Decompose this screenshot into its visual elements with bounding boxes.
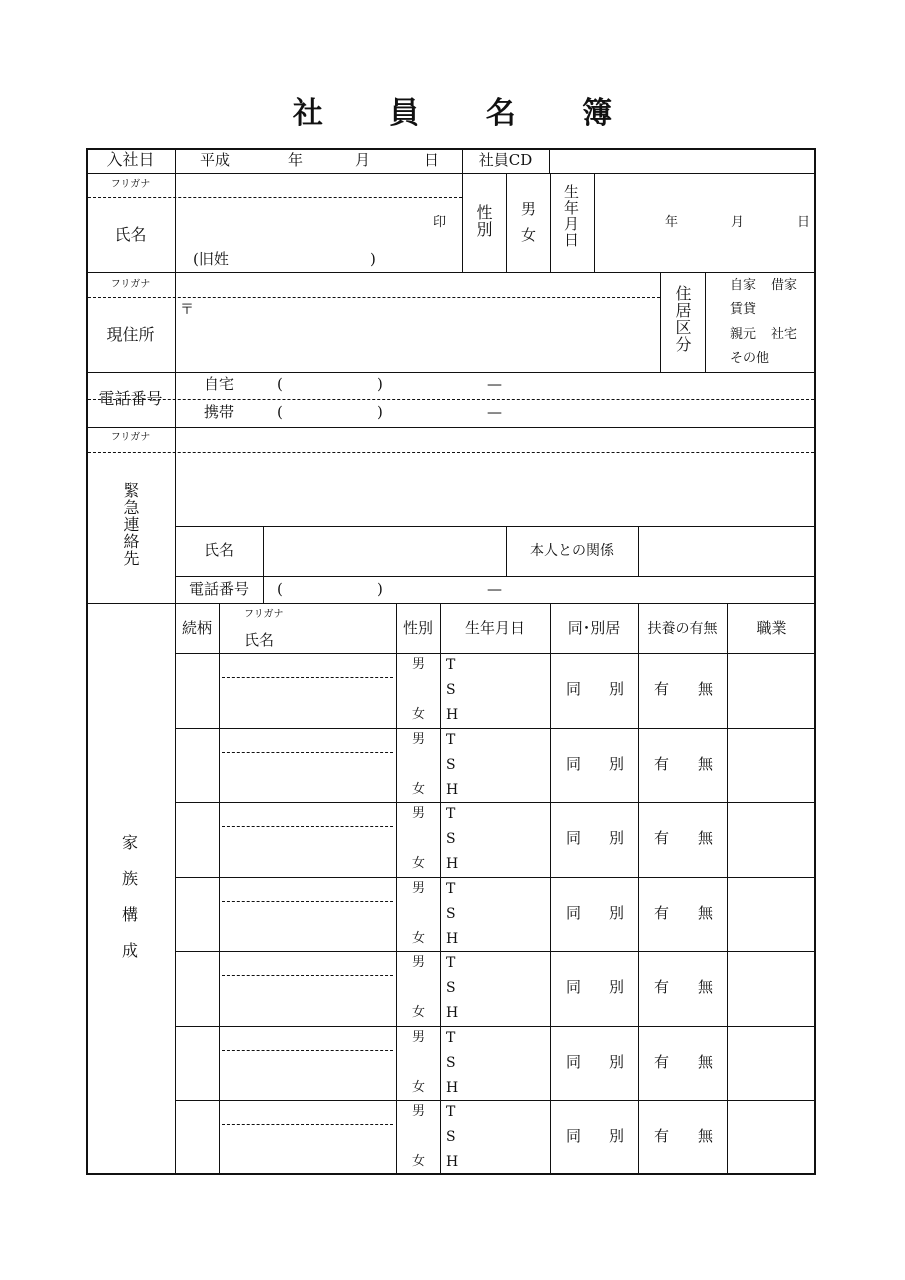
cohabit-same-option[interactable]: 同 [566,755,582,773]
family-name-field[interactable] [222,830,393,874]
cohabit-separate-option[interactable]: 別 [609,755,625,773]
dependent-yes-option[interactable]: 有 [654,904,670,922]
gender-female-option[interactable]: 女 [521,226,537,244]
family-birth-date-field[interactable] [462,731,547,800]
birth-year-label: 年 [665,215,679,230]
divider [175,802,816,803]
paren-close: ) [377,375,383,393]
divider [727,603,728,1175]
address-furigana-field[interactable] [178,275,658,295]
dependent-yes-option[interactable]: 有 [654,829,670,847]
era-heisei[interactable]: H [446,1005,459,1021]
dependent-no-option[interactable]: 無 [698,904,714,922]
day-label: 日 [424,151,440,169]
dependent-yes-option[interactable]: 有 [654,978,670,996]
family-occupation-field[interactable] [730,1029,812,1098]
month-label: 月 [355,151,371,169]
era-taisho[interactable]: T [446,732,456,748]
old-name-open: (旧姓 [193,250,229,268]
emergency-contact-label: 緊急連絡先 [121,482,140,567]
family-gender-male[interactable]: 男 [412,1030,426,1045]
furigana-divider [222,901,393,902]
divider [175,877,816,878]
era-taisho[interactable]: T [446,881,456,897]
family-name-field[interactable] [222,681,393,725]
join-date-label: 入社日 [106,150,155,169]
header-dependent: 扶養の有無 [647,621,718,637]
emergency-furigana-field[interactable] [178,430,812,450]
family-gender-male[interactable]: 男 [412,881,426,896]
dependent-yes-option[interactable]: 有 [654,1127,670,1145]
family-relation-field[interactable] [178,954,217,1023]
divider [86,427,816,428]
old-name-field[interactable] [240,248,365,268]
family-relation-field[interactable] [178,1103,217,1172]
employee-cd-label: 社員CD [478,151,533,169]
gender-label: 性別 [474,204,493,238]
page-title: 社 員 名 簿 [292,96,641,131]
home-phone-field[interactable] [240,375,810,397]
cohabit-separate-option[interactable]: 別 [609,829,625,847]
family-furigana-field[interactable] [222,1103,393,1122]
header-cohabitation: 同･別居 [567,619,621,637]
family-gender-male[interactable]: 男 [412,806,426,821]
cohabit-same-option[interactable]: 同 [566,904,582,922]
family-name-field[interactable] [222,1054,393,1098]
family-gender-female[interactable]: 女 [412,856,426,871]
family-relation-field[interactable] [178,1029,217,1098]
name-furigana-field[interactable] [178,176,460,196]
header-birth-date: 生年月日 [464,619,525,637]
family-occupation-field[interactable] [730,1103,812,1172]
header-gender: 性別 [402,619,433,637]
cohabit-separate-option[interactable]: 別 [609,680,625,698]
birth-date-field[interactable] [598,176,812,270]
residence-option-rented-house[interactable]: 借家 [771,278,798,293]
residence-option-own-house[interactable]: 自家 [730,278,757,293]
family-gender-male[interactable]: 男 [412,955,426,970]
header-name: 氏名 [244,631,275,649]
divider [86,372,816,373]
family-relation-field[interactable] [178,656,217,725]
family-gender-male[interactable]: 男 [412,732,426,747]
furigana-label: フリガナ [110,179,151,190]
header-furigana: フリガナ [244,609,284,620]
cohabit-same-option[interactable]: 同 [566,978,582,996]
family-furigana-field[interactable] [222,954,393,973]
cohabit-same-option[interactable]: 同 [566,1053,582,1071]
birth-day-label: 日 [797,215,811,230]
relation-field[interactable] [641,529,813,573]
furigana-divider [222,677,393,678]
divider [175,653,816,654]
cohabit-separate-option[interactable]: 別 [609,1127,625,1145]
family-gender-female[interactable]: 女 [412,931,426,946]
divider [175,1100,816,1101]
family-structure-text: 家族構成 [122,833,139,960]
divider [440,603,441,1175]
divider [660,272,661,372]
divider [638,526,639,576]
dependent-no-option[interactable]: 無 [698,978,714,996]
family-structure-label [122,825,142,969]
era-taisho[interactable]: T [446,657,456,673]
cohabit-separate-option[interactable]: 別 [609,904,625,922]
paren-open: ( [277,375,283,393]
residence-option-rental[interactable]: 賃貸 [730,302,757,317]
divider [594,173,595,272]
era-showa[interactable]: S [446,1055,456,1071]
mobile-phone-label: 携帯 [204,403,235,421]
family-gender-male[interactable]: 男 [412,1104,426,1119]
emergency-name-label: 氏名 [203,541,234,559]
divider [175,148,176,1175]
era-showa[interactable]: S [446,757,456,773]
era-showa[interactable]: S [446,682,456,698]
family-occupation-field[interactable] [730,880,812,949]
old-name-close: ) [370,250,376,268]
phone-label: 電話番号 [98,389,163,408]
family-gender-female[interactable]: 女 [412,1005,426,1020]
family-occupation-field[interactable] [730,731,812,800]
gender-male-option[interactable]: 男 [521,200,537,218]
era-showa[interactable]: S [446,831,456,847]
divider [175,728,816,729]
family-furigana-field[interactable] [222,656,393,675]
employee-cd-field[interactable] [552,150,812,171]
furigana-divider [222,826,393,827]
divider [705,272,706,372]
dependent-no-option[interactable]: 無 [698,680,714,698]
dependent-yes-option[interactable]: 有 [654,1053,670,1071]
divider [549,148,550,173]
emergency-address-field[interactable] [178,456,812,523]
family-birth-date-field[interactable] [462,880,547,949]
relation-label: 本人との関係 [530,543,614,559]
furigana-divider [88,452,814,453]
dependent-no-option[interactable]: 無 [698,1053,714,1071]
divider [175,951,816,952]
cohabit-same-option[interactable]: 同 [566,1127,582,1145]
furigana-divider [222,752,393,753]
divider [175,576,816,577]
era-heisei[interactable]: H [446,931,459,947]
family-gender-female[interactable]: 女 [412,707,426,722]
era-label: 平成 [200,151,231,169]
residence-option-other[interactable]: その他 [730,351,770,366]
era-taisho[interactable]: T [446,955,456,971]
header-occupation: 職業 [756,619,787,637]
family-name-field[interactable] [222,905,393,949]
furigana-divider [222,1050,393,1051]
address-field[interactable] [178,300,658,370]
divider [396,603,397,1175]
cohabit-same-option[interactable]: 同 [566,829,582,847]
name-label: 氏名 [114,225,147,244]
home-phone-label: 自宅 [204,375,235,393]
furigana-label: フリガナ [110,432,151,443]
emergency-name-field[interactable] [266,529,503,573]
header-relation: 続柄 [181,619,212,637]
era-heisei[interactable]: H [446,1080,459,1096]
family-furigana-field[interactable] [222,1029,393,1048]
divider [86,173,816,174]
cohabit-same-option[interactable]: 同 [566,680,582,698]
divider [550,173,551,272]
era-showa[interactable]: S [446,1129,456,1145]
era-showa[interactable]: S [446,980,456,996]
family-name-field[interactable] [222,756,393,800]
cohabit-separate-option[interactable]: 別 [609,1053,625,1071]
divider [175,1026,816,1027]
divider [638,603,639,1175]
furigana-divider [88,297,660,298]
family-relation-field[interactable] [178,805,217,874]
dependent-no-option[interactable]: 無 [698,1127,714,1145]
era-heisei[interactable]: H [446,782,459,798]
family-gender-female[interactable]: 女 [412,1154,426,1169]
dash-separator: — [487,580,502,598]
family-occupation-field[interactable] [730,656,812,725]
family-furigana-field[interactable] [222,731,393,750]
family-relation-field[interactable] [178,731,217,800]
birth-date-label: 生年月日 [562,184,580,248]
residence-type-label: 住居区分 [673,285,692,353]
family-name-field[interactable] [222,979,393,1023]
family-furigana-field[interactable] [222,880,393,899]
paren-close: ) [377,403,383,421]
family-birth-date-field[interactable] [462,656,547,725]
paren-open: ( [277,580,283,598]
emergency-phone-field[interactable] [266,579,812,601]
phone-divider [88,399,814,400]
family-birth-date-field[interactable] [462,1029,547,1098]
divider [219,603,220,1175]
paren-close: ) [377,580,383,598]
divider [86,603,816,604]
name-field[interactable] [178,200,428,245]
divider [263,526,264,603]
residence-option-parents[interactable]: 親元 [730,327,757,342]
dependent-yes-option[interactable]: 有 [654,680,670,698]
seal-mark: 印 [433,215,447,230]
cohabit-separate-option[interactable]: 別 [609,978,625,996]
furigana-label: フリガナ [110,279,151,290]
divider [550,603,551,1175]
family-gender-female[interactable]: 女 [412,782,426,797]
divider [175,526,816,527]
family-gender-male[interactable]: 男 [412,657,426,672]
furigana-divider [88,197,462,198]
era-showa[interactable]: S [446,906,456,922]
mobile-phone-field[interactable] [240,402,810,424]
era-heisei[interactable]: H [446,707,459,723]
family-relation-field[interactable] [178,880,217,949]
family-furigana-field[interactable] [222,805,393,824]
dependent-no-option[interactable]: 無 [698,829,714,847]
paren-open: ( [277,403,283,421]
furigana-divider [222,975,393,976]
year-label: 年 [288,151,304,169]
divider [86,272,816,273]
birth-month-label: 月 [731,215,745,230]
family-name-field[interactable] [222,1128,393,1172]
divider [506,173,507,272]
family-occupation-field[interactable] [730,954,812,1023]
era-heisei[interactable]: H [446,1154,459,1170]
dash-separator: — [487,375,502,393]
dash-separator: — [487,403,502,421]
era-taisho[interactable]: T [446,1030,456,1046]
emergency-phone-label: 電話番号 [188,580,249,598]
dependent-no-option[interactable]: 無 [698,755,714,773]
family-gender-female[interactable]: 女 [412,1080,426,1095]
family-occupation-field[interactable] [730,805,812,874]
postal-mark: 〒 [180,302,194,318]
family-birth-date-field[interactable] [462,954,547,1023]
era-heisei[interactable]: H [446,856,459,872]
dependent-yes-option[interactable]: 有 [654,755,670,773]
era-taisho[interactable]: T [446,1104,456,1120]
address-label: 現住所 [106,325,155,344]
family-birth-date-field[interactable] [462,1103,547,1172]
residence-option-company-housing[interactable]: 社宅 [771,327,798,342]
furigana-divider [222,1124,393,1125]
family-birth-date-field[interactable] [462,805,547,874]
era-taisho[interactable]: T [446,806,456,822]
